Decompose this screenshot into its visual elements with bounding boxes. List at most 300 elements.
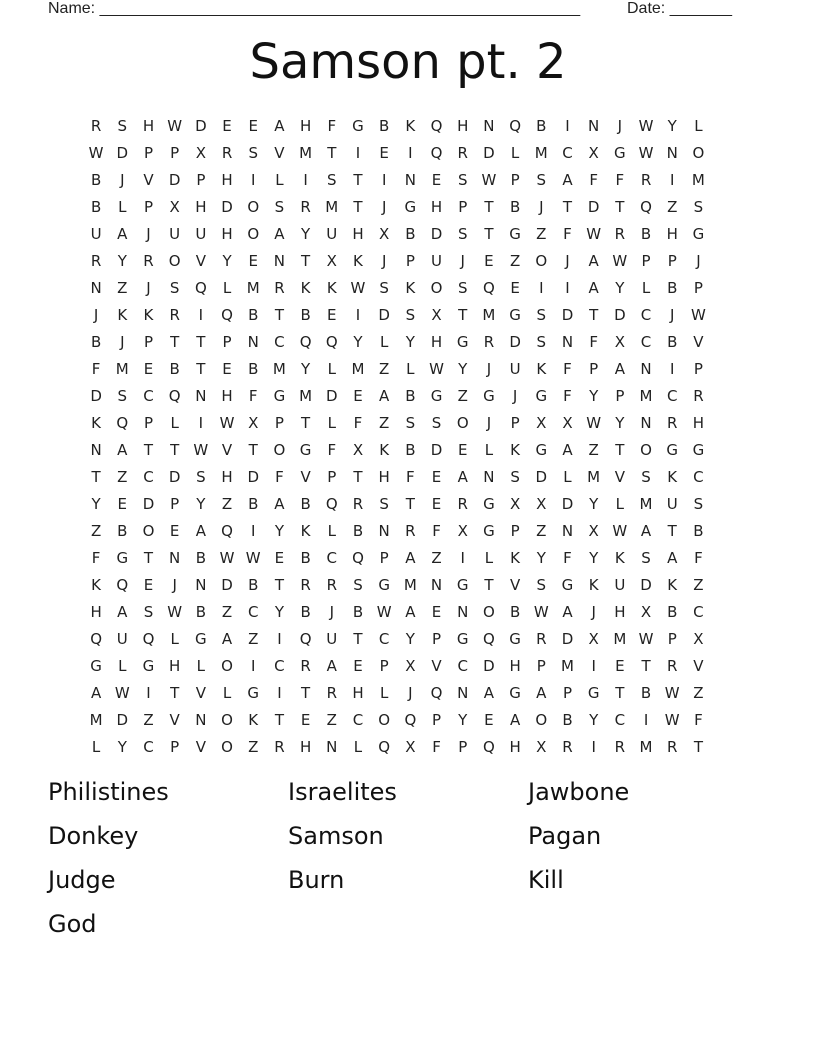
grid-letter[interactable]: T (562, 198, 573, 216)
grid-letter[interactable]: S (431, 414, 442, 432)
grid-letter[interactable]: Q (116, 414, 129, 432)
grid-letter[interactable]: L (694, 117, 703, 135)
grid-letter[interactable]: S (327, 171, 337, 189)
grid-letter[interactable]: J (486, 360, 492, 378)
grid-letter[interactable]: N (169, 549, 181, 567)
grid-letter[interactable]: E (484, 711, 494, 729)
grid-letter[interactable]: Z (536, 225, 547, 243)
grid-letter[interactable]: S (248, 144, 258, 162)
grid-letter[interactable]: A (90, 684, 102, 702)
grid-letter[interactable]: X (405, 738, 416, 756)
grid-letter[interactable]: Z (536, 522, 547, 540)
grid-letter[interactable]: L (379, 333, 389, 351)
grid-letter[interactable]: O (221, 657, 233, 675)
grid-letter[interactable]: V (169, 711, 180, 729)
grid-letter[interactable]: G (535, 387, 548, 405)
grid-letter[interactable]: K (614, 549, 625, 567)
grid-letter[interactable]: B (169, 360, 180, 378)
grid-letter[interactable]: D (168, 468, 181, 486)
grid-letter[interactable]: F (563, 360, 572, 378)
grid-letter[interactable]: L (353, 738, 363, 756)
grid-letter[interactable]: B (640, 684, 652, 702)
grid-letter[interactable]: E (327, 306, 337, 324)
grid-letter[interactable]: F (327, 117, 337, 135)
grid-letter[interactable]: C (614, 711, 626, 729)
grid-letter[interactable]: T (693, 738, 703, 756)
grid-letter[interactable]: M (403, 576, 417, 594)
grid-letter[interactable]: Q (483, 630, 495, 648)
grid-letter[interactable]: B (300, 603, 311, 621)
grid-letter[interactable]: X (352, 441, 364, 459)
grid-letter[interactable]: X (640, 603, 652, 621)
grid-letter[interactable]: K (405, 117, 416, 135)
grid-letter[interactable]: I (539, 279, 544, 297)
grid-letter[interactable]: A (405, 603, 416, 621)
grid-letter[interactable]: W (586, 414, 602, 432)
grid-letter[interactable]: Q (299, 333, 312, 351)
grid-letter[interactable]: F (563, 387, 572, 405)
grid-letter[interactable]: S (379, 495, 389, 513)
grid-letter[interactable]: Z (379, 414, 390, 432)
grid-letter[interactable]: M (534, 144, 548, 162)
grid-letter[interactable]: H (90, 603, 102, 621)
grid-letter[interactable]: Y (458, 360, 468, 378)
grid-letter[interactable]: V (195, 252, 206, 270)
grid-letter[interactable]: R (614, 225, 626, 243)
grid-letter[interactable]: T (170, 684, 180, 702)
grid-letter[interactable]: A (509, 711, 521, 729)
grid-letter[interactable]: Q (483, 279, 495, 297)
grid-letter[interactable]: X (536, 414, 547, 432)
grid-letter[interactable]: R (640, 171, 652, 189)
grid-letter[interactable]: H (299, 117, 312, 135)
grid-letter[interactable]: M (613, 630, 627, 648)
grid-letter[interactable]: R (693, 387, 704, 405)
grid-letter[interactable]: P (458, 738, 468, 756)
grid-letter[interactable]: I (251, 171, 256, 189)
grid-letter[interactable]: I (670, 171, 675, 189)
grid-letter[interactable]: C (640, 333, 652, 351)
grid-letter[interactable]: F (91, 549, 101, 567)
grid-letter[interactable]: W (219, 414, 235, 432)
grid-letter[interactable]: J (381, 252, 387, 270)
grid-letter[interactable]: D (116, 711, 129, 729)
grid-letter[interactable]: R (90, 252, 102, 270)
grid-letter[interactable]: R (300, 198, 311, 216)
grid-letter[interactable]: W (167, 117, 183, 135)
grid-letter[interactable]: T (615, 684, 625, 702)
grid-letter[interactable]: V (431, 657, 442, 675)
grid-letter[interactable]: O (221, 738, 233, 756)
grid-letter[interactable]: F (327, 441, 337, 459)
grid-letter[interactable]: A (562, 171, 573, 189)
grid-letter[interactable]: S (536, 171, 547, 189)
grid-letter[interactable]: R (274, 279, 285, 297)
grid-letter[interactable]: C (666, 387, 678, 405)
grid-letter[interactable]: X (379, 225, 390, 243)
grid-letter[interactable]: S (457, 171, 468, 189)
grid-letter[interactable]: E (353, 657, 363, 675)
grid-letter[interactable]: D (430, 225, 443, 243)
grid-letter[interactable]: U (195, 225, 207, 243)
grid-letter[interactable]: I (591, 657, 596, 675)
grid-letter[interactable]: X (169, 198, 180, 216)
grid-letter[interactable]: N (666, 144, 678, 162)
grid-letter[interactable]: H (692, 414, 705, 432)
grid-letter[interactable]: H (142, 117, 155, 135)
grid-letter[interactable]: L (118, 198, 127, 216)
grid-letter[interactable]: H (352, 225, 364, 243)
grid-letter[interactable]: A (667, 549, 678, 567)
grid-letter[interactable]: A (536, 684, 547, 702)
grid-letter[interactable]: D (561, 495, 574, 513)
grid-letter[interactable]: Z (248, 630, 259, 648)
grid-letter[interactable]: D (142, 495, 155, 513)
grid-letter[interactable]: E (248, 117, 258, 135)
grid-letter[interactable]: T (589, 306, 599, 324)
grid-letter[interactable]: O (640, 441, 652, 459)
grid-letter[interactable]: C (274, 657, 285, 675)
grid-letter[interactable]: J (146, 225, 151, 243)
grid-letter[interactable]: E (300, 711, 311, 729)
grid-letter[interactable]: F (248, 387, 258, 405)
grid-letter[interactable]: D (168, 171, 181, 189)
grid-letter[interactable]: R (352, 495, 364, 513)
grid-letter[interactable]: B (248, 576, 259, 594)
grid-letter[interactable]: F (563, 549, 572, 567)
grid-letter[interactable]: M (89, 711, 103, 729)
grid-letter[interactable]: A (562, 603, 573, 621)
grid-letter[interactable]: N (404, 171, 416, 189)
grid-letter[interactable]: X (693, 630, 704, 648)
grid-letter[interactable]: I (251, 657, 256, 675)
grid-letter[interactable]: I (643, 711, 649, 729)
grid-letter[interactable]: E (143, 576, 154, 594)
grid-letter[interactable]: T (484, 576, 494, 594)
grid-letter[interactable]: L (327, 360, 336, 378)
grid-letter[interactable]: X (614, 333, 625, 351)
grid-letter[interactable]: W (638, 144, 654, 162)
grid-letter[interactable]: S (457, 225, 468, 243)
grid-letter[interactable]: V (509, 576, 521, 594)
grid-letter[interactable]: Q (404, 711, 417, 729)
grid-letter[interactable]: B (379, 117, 390, 135)
grid-letter[interactable]: C (562, 144, 573, 162)
grid-letter[interactable]: W (664, 684, 680, 702)
grid-letter[interactable]: I (460, 549, 465, 567)
grid-letter[interactable]: T (248, 441, 258, 459)
grid-letter[interactable]: D (326, 387, 338, 405)
grid-letter[interactable]: P (170, 495, 180, 513)
grid-letter[interactable]: Y (117, 252, 127, 270)
grid-letter[interactable]: Z (588, 441, 599, 459)
grid-letter[interactable]: E (353, 387, 363, 405)
grid-letter[interactable]: O (483, 603, 495, 621)
grid-letter[interactable]: X (405, 657, 416, 675)
grid-letter[interactable]: H (509, 657, 521, 675)
grid-letter[interactable]: C (640, 306, 652, 324)
grid-letter[interactable]: P (170, 738, 180, 756)
grid-letter[interactable]: Z (379, 360, 390, 378)
grid-letter[interactable]: R (221, 144, 233, 162)
grid-letter[interactable]: Z (117, 279, 128, 297)
grid-letter[interactable]: C (457, 657, 468, 675)
grid-letter[interactable]: V (300, 468, 311, 486)
grid-letter[interactable]: R (143, 252, 154, 270)
grid-letter[interactable]: K (248, 711, 259, 729)
grid-letter[interactable]: B (248, 306, 259, 324)
grid-letter[interactable]: Q (168, 387, 181, 405)
grid-letter[interactable]: F (432, 522, 441, 540)
grid-letter[interactable]: T (667, 522, 677, 540)
grid-letter[interactable]: K (588, 576, 599, 594)
grid-letter[interactable]: S (510, 468, 520, 486)
grid-letter[interactable]: K (300, 279, 311, 297)
grid-letter[interactable]: Z (509, 252, 521, 270)
grid-letter[interactable]: B (248, 495, 259, 513)
grid-letter[interactable]: E (379, 144, 389, 162)
grid-letter[interactable]: X (431, 306, 442, 324)
grid-letter[interactable]: D (221, 576, 233, 594)
grid-letter[interactable]: A (640, 522, 652, 540)
grid-letter[interactable]: M (272, 360, 286, 378)
grid-letter[interactable]: W (638, 630, 654, 648)
grid-letter[interactable]: A (588, 252, 599, 270)
grid-letter[interactable]: F (589, 171, 598, 189)
grid-letter[interactable]: N (483, 117, 495, 135)
grid-letter[interactable]: B (300, 549, 311, 567)
grid-letter[interactable]: T (353, 171, 363, 189)
grid-letter[interactable]: G (195, 630, 207, 648)
grid-letter[interactable]: T (170, 441, 180, 459)
grid-letter[interactable]: F (406, 468, 415, 486)
grid-letter[interactable]: D (221, 198, 233, 216)
grid-letter[interactable]: T (143, 549, 154, 567)
grid-letter[interactable]: W (664, 711, 680, 729)
grid-letter[interactable]: Z (90, 522, 102, 540)
grid-letter[interactable]: K (667, 576, 678, 594)
grid-letter[interactable]: A (457, 468, 468, 486)
grid-letter[interactable]: B (509, 603, 521, 621)
grid-letter[interactable]: S (274, 198, 285, 216)
grid-letter[interactable]: J (512, 387, 518, 405)
grid-letter[interactable]: E (117, 495, 128, 513)
grid-letter[interactable]: V (274, 144, 285, 162)
grid-letter[interactable]: J (381, 198, 387, 216)
grid-letter[interactable]: Q (90, 630, 102, 648)
grid-letter[interactable]: Y (274, 603, 284, 621)
grid-letter[interactable]: P (589, 360, 599, 378)
grid-letter[interactable]: M (560, 657, 574, 675)
grid-letter[interactable]: Y (405, 630, 415, 648)
grid-letter[interactable]: E (431, 171, 442, 189)
grid-letter[interactable]: G (456, 333, 469, 351)
grid-letter[interactable]: N (378, 522, 390, 540)
grid-letter[interactable]: H (221, 468, 233, 486)
grid-letter[interactable]: S (353, 576, 363, 594)
grid-letter[interactable]: H (352, 684, 364, 702)
grid-letter[interactable]: Q (116, 576, 129, 594)
grid-letter[interactable]: H (221, 387, 233, 405)
grid-letter[interactable]: P (405, 252, 415, 270)
grid-letter[interactable]: X (509, 495, 521, 513)
grid-letter[interactable]: U (90, 225, 102, 243)
grid-letter[interactable]: S (536, 333, 547, 351)
grid-letter[interactable]: Y (301, 225, 311, 243)
grid-letter[interactable]: A (274, 225, 285, 243)
grid-letter[interactable]: M (299, 387, 313, 405)
grid-letter[interactable]: B (667, 333, 678, 351)
grid-letter[interactable]: W (638, 117, 654, 135)
grid-letter[interactable]: F (694, 711, 703, 729)
grid-letter[interactable]: D (640, 576, 652, 594)
grid-letter[interactable]: S (143, 603, 154, 621)
grid-letter[interactable]: J (93, 306, 99, 324)
grid-letter[interactable]: L (118, 657, 127, 675)
grid-letter[interactable]: S (117, 387, 128, 405)
grid-letter[interactable]: K (91, 576, 102, 594)
grid-letter[interactable]: Q (352, 549, 364, 567)
grid-letter[interactable]: P (274, 414, 284, 432)
grid-letter[interactable]: E (615, 657, 625, 675)
grid-letter[interactable]: W (533, 603, 549, 621)
grid-letter[interactable]: G (692, 441, 705, 459)
grid-letter[interactable]: W (376, 603, 392, 621)
grid-letter[interactable]: G (404, 198, 417, 216)
grid-letter[interactable]: Y (589, 711, 599, 729)
grid-letter[interactable]: P (693, 279, 703, 297)
grid-letter[interactable]: O (378, 711, 391, 729)
grid-letter[interactable]: Y (589, 495, 599, 513)
grid-letter[interactable]: X (536, 495, 547, 513)
grid-letter[interactable]: X (248, 414, 259, 432)
grid-letter[interactable]: N (483, 468, 495, 486)
grid-letter[interactable]: S (405, 414, 416, 432)
grid-letter[interactable]: B (667, 279, 678, 297)
grid-letter[interactable]: Y (458, 711, 468, 729)
grid-letter[interactable]: A (614, 360, 625, 378)
grid-letter[interactable]: Q (430, 144, 443, 162)
grid-letter[interactable]: G (509, 630, 521, 648)
grid-letter[interactable]: Q (194, 279, 207, 297)
grid-letter[interactable]: J (146, 279, 151, 297)
grid-letter[interactable]: B (562, 711, 573, 729)
grid-letter[interactable]: B (195, 603, 206, 621)
grid-letter[interactable]: L (379, 684, 389, 702)
grid-letter[interactable]: B (90, 198, 102, 216)
grid-letter[interactable]: D (483, 657, 495, 675)
grid-letter[interactable]: O (221, 711, 233, 729)
grid-letter[interactable]: D (430, 441, 443, 459)
grid-letter[interactable]: O (273, 441, 286, 459)
grid-letter[interactable]: U (666, 495, 678, 513)
grid-letter[interactable]: E (431, 495, 442, 513)
grid-letter[interactable]: Z (117, 468, 128, 486)
grid-letter[interactable]: Z (431, 549, 442, 567)
grid-letter[interactable]: S (536, 306, 547, 324)
grid-letter[interactable]: H (614, 603, 626, 621)
grid-letter[interactable]: E (143, 360, 154, 378)
grid-letter[interactable]: M (325, 198, 339, 216)
grid-letter[interactable]: T (353, 198, 363, 216)
grid-letter[interactable]: K (510, 549, 521, 567)
grid-letter[interactable]: K (91, 414, 102, 432)
grid-letter[interactable]: G (273, 387, 286, 405)
grid-letter[interactable]: B (195, 549, 206, 567)
grid-letter[interactable]: T (196, 333, 206, 351)
grid-letter[interactable]: D (378, 306, 390, 324)
grid-letter[interactable]: L (327, 522, 336, 540)
grid-letter[interactable]: U (326, 225, 338, 243)
grid-letter[interactable]: N (195, 387, 207, 405)
grid-letter[interactable]: N (326, 738, 338, 756)
grid-letter[interactable]: M (299, 144, 313, 162)
grid-letter[interactable]: B (300, 306, 311, 324)
grid-letter[interactable]: T (143, 441, 154, 459)
word-search-grid[interactable] (83, 113, 712, 761)
grid-letter[interactable]: B (248, 360, 259, 378)
grid-letter[interactable]: G (666, 441, 679, 459)
grid-letter[interactable]: C (247, 603, 259, 621)
grid-letter[interactable]: U (431, 252, 443, 270)
grid-letter[interactable]: P (143, 333, 153, 351)
grid-letter[interactable]: T (458, 306, 468, 324)
grid-letter[interactable]: I (355, 306, 361, 324)
grid-letter[interactable]: I (355, 144, 361, 162)
grid-letter[interactable]: B (352, 603, 364, 621)
grid-letter[interactable]: Y (353, 333, 363, 351)
grid-letter[interactable]: K (300, 522, 311, 540)
grid-letter[interactable]: B (405, 225, 416, 243)
grid-letter[interactable]: E (457, 441, 468, 459)
grid-letter[interactable]: S (693, 198, 704, 216)
grid-letter[interactable]: T (301, 252, 311, 270)
grid-letter[interactable]: F (615, 171, 625, 189)
grid-letter[interactable]: H (457, 117, 469, 135)
grid-letter[interactable]: T (405, 495, 415, 513)
grid-letter[interactable]: N (273, 252, 286, 270)
grid-letter[interactable]: T (274, 711, 284, 729)
grid-letter[interactable]: L (91, 738, 101, 756)
grid-letter[interactable]: N (247, 333, 259, 351)
grid-letter[interactable]: Q (142, 630, 155, 648)
grid-letter[interactable]: S (169, 279, 180, 297)
grid-letter[interactable]: K (536, 360, 547, 378)
grid-letter[interactable]: W (612, 522, 628, 540)
grid-letter[interactable]: O (430, 279, 443, 297)
grid-letter[interactable]: O (247, 225, 260, 243)
grid-letter[interactable]: J (120, 333, 125, 351)
grid-letter[interactable]: U (326, 630, 338, 648)
grid-letter[interactable]: P (143, 144, 153, 162)
grid-letter[interactable]: B (90, 333, 102, 351)
grid-letter[interactable]: N (561, 522, 574, 540)
grid-letter[interactable]: E (222, 360, 232, 378)
grid-letter[interactable]: G (430, 387, 443, 405)
grid-letter[interactable]: Q (325, 495, 338, 513)
grid-letter[interactable]: I (277, 630, 282, 648)
grid-letter[interactable]: R (536, 630, 547, 648)
grid-letter[interactable]: J (696, 252, 701, 270)
grid-letter[interactable]: P (222, 333, 232, 351)
grid-letter[interactable]: Y (91, 495, 101, 513)
grid-letter[interactable]: E (274, 549, 285, 567)
grid-letter[interactable]: I (565, 279, 570, 297)
grid-letter[interactable]: C (352, 711, 364, 729)
grid-letter[interactable]: O (168, 252, 181, 270)
grid-letter[interactable]: L (222, 279, 232, 297)
grid-letter[interactable]: I (198, 414, 204, 432)
